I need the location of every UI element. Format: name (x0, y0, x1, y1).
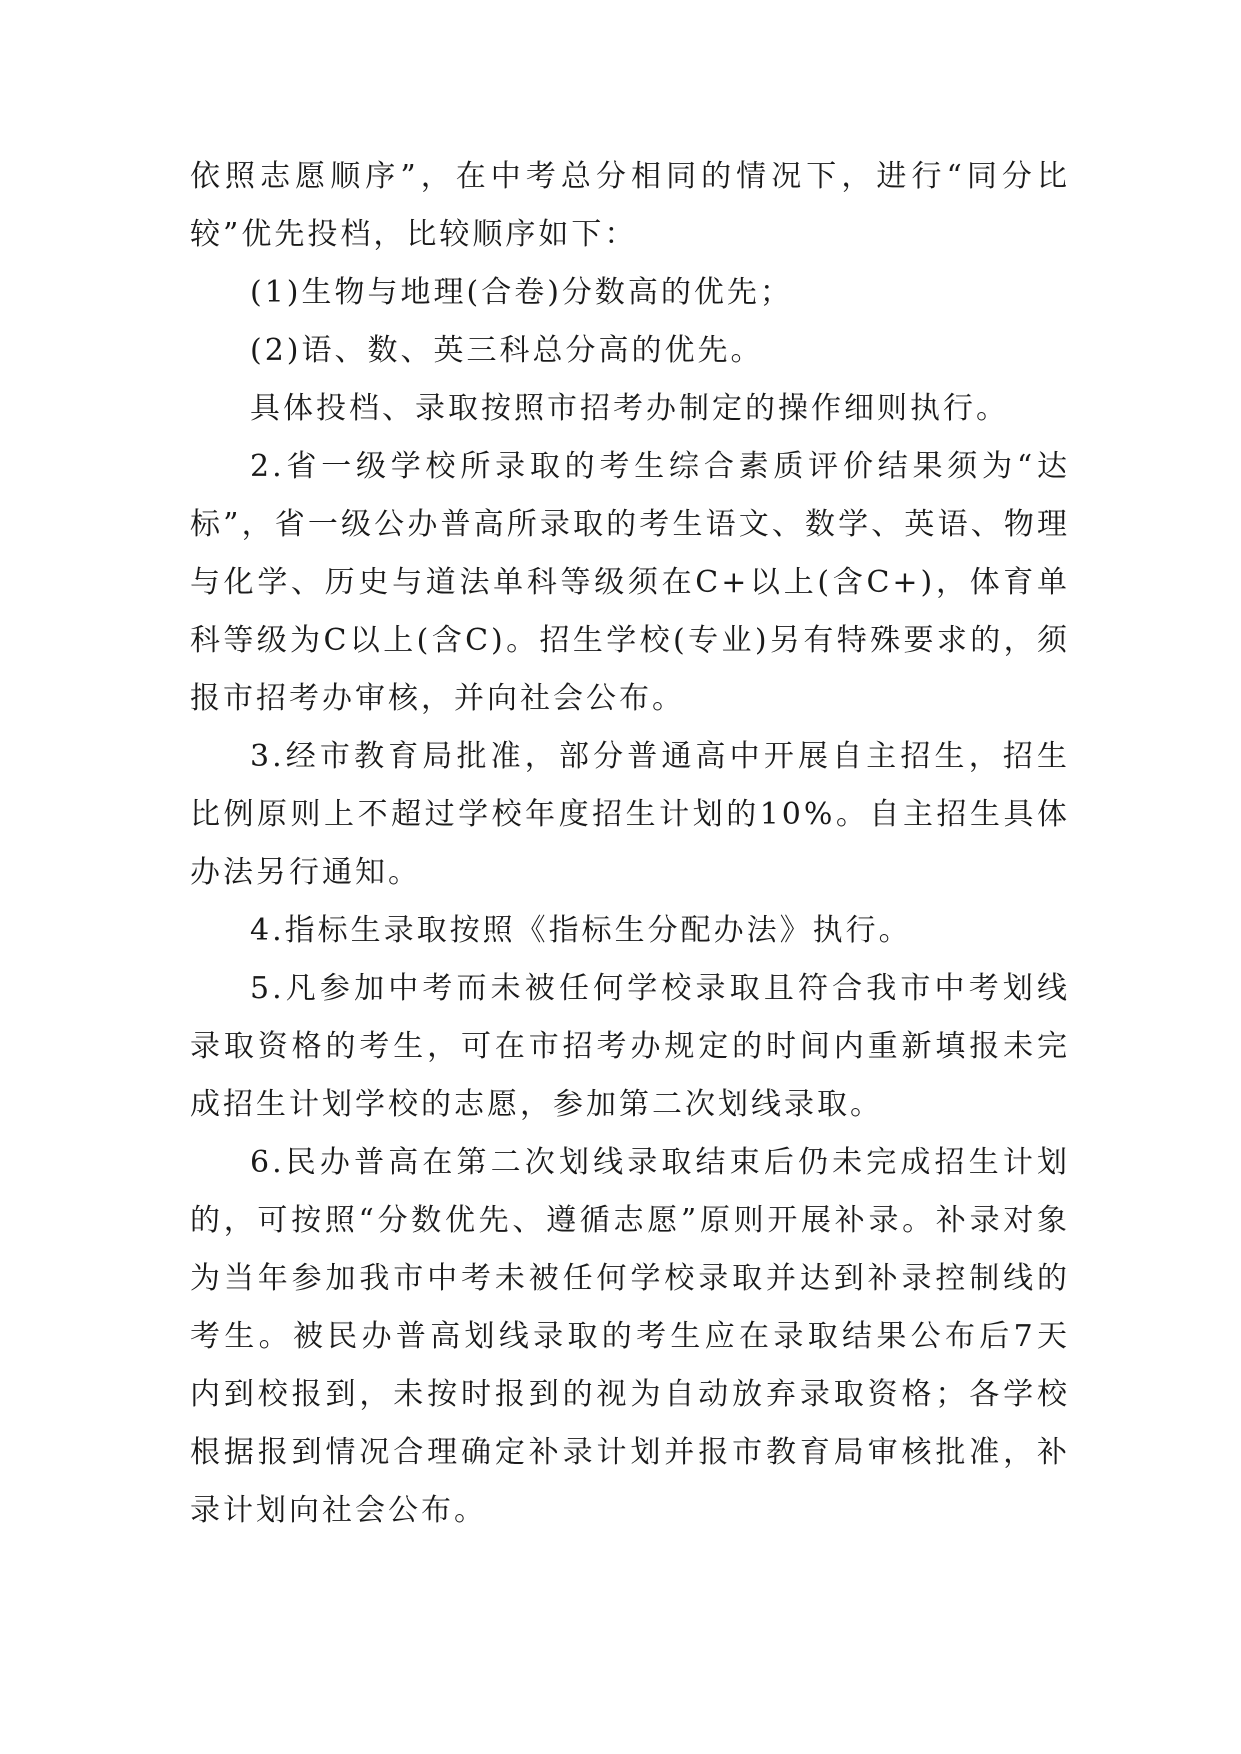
document-body (190, 148, 1070, 1540)
paragraph-operation-rules: 具体投档、录取按照市招考办制定的操作细则执行。 (250, 391, 1009, 426)
paragraph-item-2-three-subjects: (2)语、数、英三科总分高的优先。 (250, 333, 764, 368)
paragraph-section-3-independent-enrollment: 3.经市教育局批准，部分普通高中开展自主招生，招生比例原则上不超过学校年度招生计划的10%。自主招生具体办法另行通知。 (190, 739, 1070, 890)
paragraph-item-1-biology-geography: (1)生物与地理(合卷)分数高的优先； (250, 275, 793, 310)
paragraph-section-5-second-round: 5.凡参加中考而未被任何学校录取且符合我市中考划线录取资格的考生，可在市招考办规定的时间内重新填报未完成招生计划学校的志愿，参加第二次划线录取。 (190, 971, 1070, 1122)
paragraph-section-2-provincial-schools: 2.省一级学校所录取的考生综合素质评价结果须为“达标”，省一级公办普高所录取的考生语文、数学、英语、物理与化学、历史与道法单科等级须在C+以上(含C+)，体育单科等级为C以上(含C)。招生学校(专业)另有特殊要求的，须报市招考办审核，并向社会公布。 (190, 449, 1070, 716)
paragraph-continued-comparison-order: 依照志愿顺序”，在中考总分相同的情况下，进行“同分比较”优先投档，比较顺序如下： (190, 159, 1070, 252)
paragraph-section-6-private-supplementary: 6.民办普高在第二次划线录取结束后仍未完成招生计划的，可按照“分数优先、遵循志愿”原则开展补录。补录对象为当年参加我市中考未被任何学校录取并达到补录控制线的考生。被民办普高划线录取的考生应在录取结果公布后7天内到校报到，未按时报到的视为自动放弃录取资格；各学校根据报到情况合理确定补录计划并报市教育局审核批准，补录计划向社会公布。 (190, 1145, 1070, 1528)
paragraph-section-4-quota-students: 4.指标生录取按照《指标生分配办法》执行。 (250, 913, 912, 948)
